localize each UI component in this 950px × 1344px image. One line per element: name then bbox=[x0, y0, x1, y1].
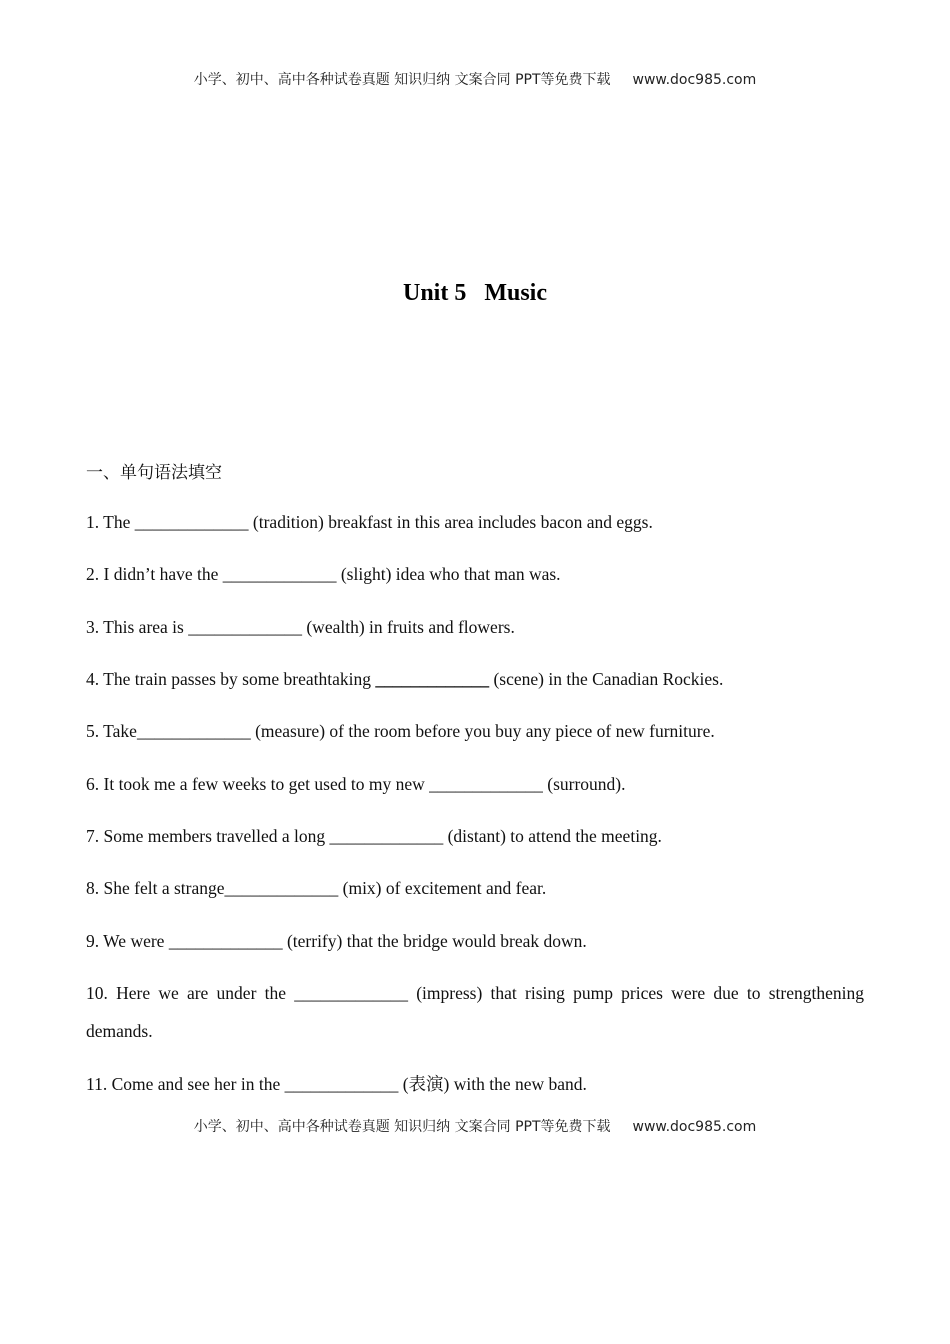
header-site: www.doc985.com bbox=[632, 72, 757, 88]
question-text: 6. It took me a few weeks to get used to my new bbox=[86, 774, 430, 794]
answer-blank: _____________ bbox=[294, 983, 408, 1003]
question-1 bbox=[86, 510, 653, 534]
question-text: 3. This area is bbox=[86, 617, 189, 637]
question-11 bbox=[86, 1072, 587, 1096]
question-text: (tradition) breakfast in this area includes bacon and eggs. bbox=[248, 512, 653, 532]
question-text: 1. The bbox=[86, 512, 135, 532]
question-text: (surround). bbox=[542, 774, 626, 794]
question-text: (impress) that rising pump prices were due to strengthening demands. bbox=[86, 983, 865, 1041]
question-text: (measure) of the room before you buy any piece of new furniture. bbox=[250, 721, 715, 741]
question-text: 5. Take bbox=[86, 721, 137, 741]
question-8 bbox=[86, 876, 546, 900]
header-text: 小学、初中、高中各种试卷真题 知识归纳 文案合同 PPT等免费下载 bbox=[193, 72, 611, 88]
page-header bbox=[0, 69, 950, 89]
answer-blank: _____________ bbox=[134, 512, 249, 532]
question-9 bbox=[86, 929, 587, 953]
question-text: 4. The train passes by some breathtaking bbox=[86, 669, 376, 689]
question-text: (wealth) in fruits and flowers. bbox=[301, 617, 515, 637]
answer-blank: _____________ bbox=[429, 774, 543, 794]
section-heading: 一、单句语法填空 bbox=[86, 463, 222, 483]
question-5 bbox=[86, 719, 715, 743]
footer-site: www.doc985.com bbox=[632, 1119, 757, 1135]
question-text: 7. Some members travelled a long bbox=[86, 826, 330, 846]
question-6 bbox=[86, 772, 626, 796]
answer-blank: _____________ bbox=[168, 931, 283, 951]
footer-text: 小学、初中、高中各种试卷真题 知识归纳 文案合同 PPT等免费下载 bbox=[193, 1119, 611, 1135]
answer-blank: _____________ bbox=[222, 564, 337, 584]
answer-blank: _____________ bbox=[188, 617, 302, 637]
question-text: 9. We were bbox=[86, 931, 169, 951]
question-4 bbox=[86, 667, 723, 691]
question-text: (slight) idea who that man was. bbox=[336, 564, 561, 584]
question-text: (distant) to attend the meeting. bbox=[443, 826, 662, 846]
answer-blank: _____________ bbox=[136, 721, 251, 741]
answer-blank: _____________ bbox=[375, 669, 490, 689]
question-text: (terrify) that the bridge would break down. bbox=[282, 931, 587, 951]
page-footer bbox=[0, 1116, 950, 1136]
question-7 bbox=[86, 824, 662, 848]
answer-blank: _____________ bbox=[284, 1074, 399, 1094]
question-3 bbox=[86, 615, 515, 639]
page-title: Unit 5 Music bbox=[403, 280, 547, 306]
question-text: 8. She felt a strange bbox=[86, 878, 225, 898]
question-text: 2. I didn’t have the bbox=[86, 564, 223, 584]
question-text: (scene) in the Canadian Rockies. bbox=[489, 669, 724, 689]
question-text: 11. Come and see her in the bbox=[86, 1074, 285, 1094]
question-2 bbox=[86, 562, 561, 586]
question-text: (表演) with the new band. bbox=[398, 1074, 587, 1094]
question-text: (mix) of excitement and fear. bbox=[338, 878, 547, 898]
question-text: 10. Here we are under the bbox=[86, 983, 295, 1003]
answer-blank: _____________ bbox=[224, 878, 339, 898]
answer-blank: _____________ bbox=[329, 826, 444, 846]
question-10 bbox=[86, 974, 864, 1050]
